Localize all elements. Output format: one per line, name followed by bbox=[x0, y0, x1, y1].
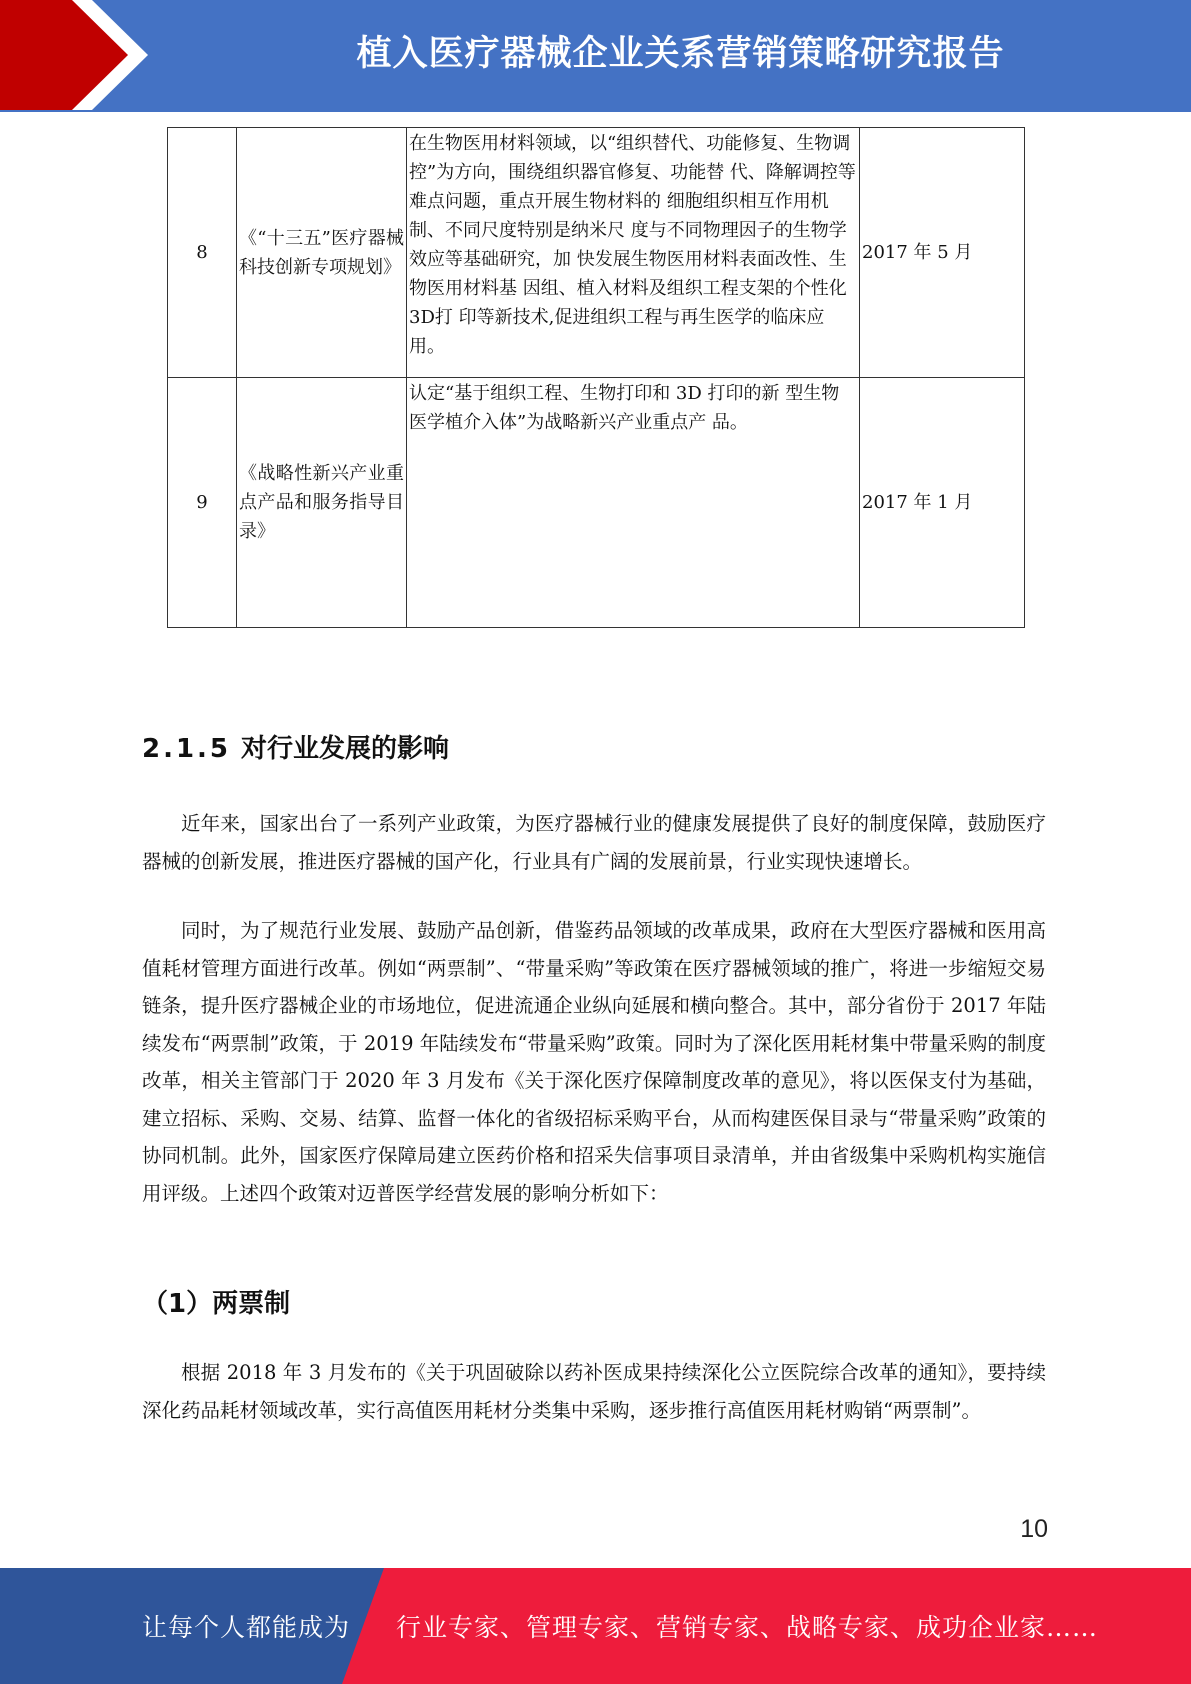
body-paragraph: 同时，为了规范行业发展、鼓励产品创新，借鉴药品领域的改革成果，政府在大型医疗器械和医用高值耗材管理方面进行改革。例如“两票制”、“带量采购”等政策在医疗器械领域的推广，将进一步缩短交易链条，提升医疗器械企业的市场地位，促进流通企业纵向延展和横向整合。其中，部分省份于 2017 年陆续发布“两票制”政策，于 2019 年陆续发布“带量采购”政策。同时为了深化医用耗材集中带量采购的制度改革，相关主管部门于 2020 年 3 月发布《关于深化医疗保障制度改革的意见》，将以医保支付为基础，建立招标、采购、交易、结算、监督一体化的省级招标采购平台，从而构建医保目录与“带量采购”政策的协同机制。此外，国家医疗保障局建立医药价格和招采失信事项目录清单，并由省级集中采购机构实施信用评级。上述四个政策对迈普医学经营发展的影响分析如下： bbox=[142, 919, 1046, 1205]
row-number: 8 bbox=[168, 128, 237, 378]
table-row bbox=[168, 128, 1025, 378]
policy-content: 认定“基于组织工程、生物打印和 3D 打印的新 型生物医学植介入体”为战略新兴产业重点产 品。 bbox=[407, 378, 860, 628]
body-paragraph: 近年来，国家出台了一系列产业政策，为医疗器械行业的健康发展提供了良好的制度保障，鼓励医疗器械的创新发展，推进医疗器械的国产化，行业具有广阔的发展前景，行业实现快速增长。 bbox=[142, 812, 1046, 873]
body-paragraph: 根据 2018 年 3 月发布的《关于巩固破除以药补医成果持续深化公立医院综合改革的通知》，要持续深化药品耗材领域改革，实行高值医用耗材分类集中采购，逐步推行高值医用耗材购销“两票制”。 bbox=[142, 1361, 1046, 1422]
policy-content: 在生物医用材料领域，以“组织替代、功能修复、生物调控”为方向，围绕组织器官修复、功能替 代、降解调控等难点问题，重点开展生物材料的 细胞组织相互作用机制、不同尺度特别是纳米尺 度与不同物理因子的生物学效应等基础研究，加 快发展生物医用材料表面改性、生物医用材料基 因组、植入材料及组织工程支架的个性化3D打 印等新技术,促进组织工程与再生医学的临床应 用。 bbox=[407, 128, 860, 378]
row-number: 9 bbox=[168, 378, 237, 628]
section-title: 对行业发展的影响 bbox=[241, 734, 450, 764]
footer-slogan-right: 行业专家、管理专家、营销专家、战略专家、成功企业家…… bbox=[396, 1613, 1099, 1642]
policy-name: 《战略性新兴产业重点产品和服务指导目录》 bbox=[237, 378, 407, 628]
section-number: 2.1.5 bbox=[142, 734, 232, 764]
policy-name: 《“十三五”医疗器械科技创新专项规划》 bbox=[237, 128, 407, 378]
report-title: 植入医疗器械企业关系营销策略研究报告 bbox=[356, 34, 1005, 74]
table-row bbox=[168, 378, 1025, 628]
page-number: 10 bbox=[1020, 1515, 1048, 1543]
page-header bbox=[0, 0, 1191, 112]
footer-slogan-left: 让每个人都能成为 bbox=[142, 1613, 351, 1642]
page-footer bbox=[0, 1568, 1191, 1684]
section-heading bbox=[142, 728, 449, 765]
policy-table bbox=[167, 127, 1025, 628]
policy-date: 2017 年 5 月 bbox=[860, 128, 1025, 378]
sub-heading: （1）两票制 bbox=[142, 1289, 291, 1319]
policy-date: 2017 年 1 月 bbox=[860, 378, 1025, 628]
